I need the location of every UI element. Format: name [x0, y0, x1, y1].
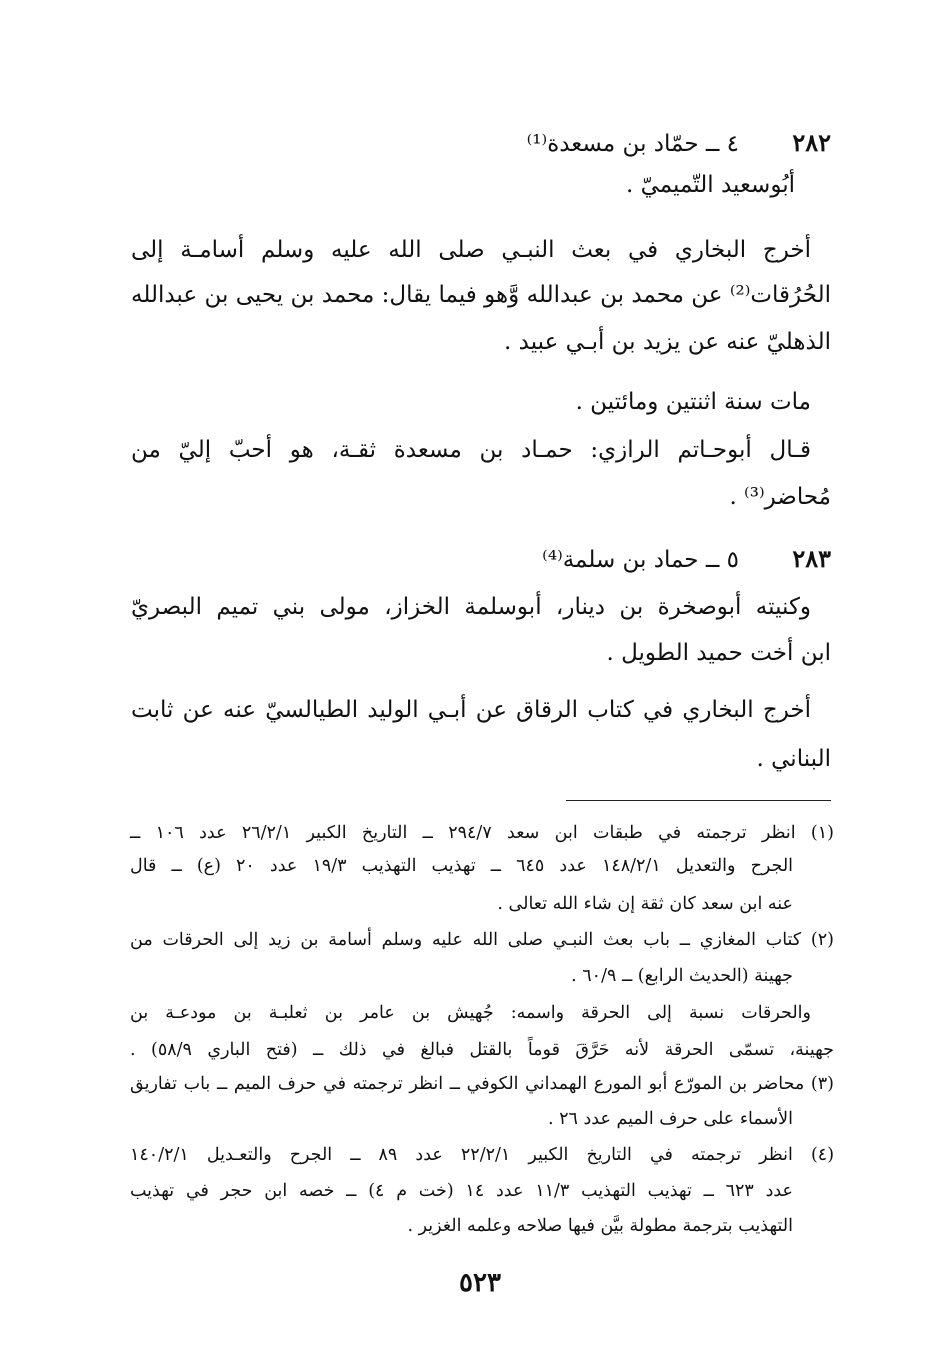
footnote-line: الأسماء على حرف الميم عدد ٢٦ . [547, 1109, 793, 1129]
entry-title: ٥ ــ حماد بن سلمة [562, 547, 739, 573]
footnote-line: جهينة (الحديث الرابع) ــ ٦٠/٩ . [571, 966, 793, 986]
footnote-line: (١) انظر ترجمته في طبقات ابن سعد ٢٩٤/٧ ــ التاريخ الكبير ٢٦/٢/١ عدد ١٠٦ ــ [130, 823, 834, 843]
entry-text-line: الذهليّ عنه عن يزيد بن أبـي عبيد . [504, 329, 831, 355]
footnote-line: (٢) كتاب المغازي ــ باب بعث النبـي صلى الله عليه وسلم أسامة بن زيد إلى الحرقات من [130, 930, 834, 950]
entry-number: ٢٨٣ [792, 544, 831, 573]
footnote-line: التهذيب بترجمة مطولة بيَّن فيها صلاحه وعلمه الغزير . [407, 1216, 793, 1236]
footnote-line: عدد ٦٢٣ ــ تهذيب التهذيب ١١/٣ عدد ١٤ (خت م ٤) ــ خصه ابن حجر في تهذيب [130, 1181, 794, 1201]
footnote-marker: ⁽⁴⁾ [542, 547, 563, 573]
entry-title: ٤ ــ حمّاد بن مسعدة [547, 131, 739, 157]
footnote-line: جهينة، تسمّى الحرقة لأنه حَرَّقَ قوماً بالقتل فبالغ في ذلك ــ (فتح الباري ٥٨/٩) . [130, 1040, 835, 1060]
entry-text-line: أخرج البخاري في كتاب الرقاق عن أبـي الوليد الطيالسيّ عنه عن ثابت [131, 697, 811, 723]
entry-number: ٢٨٢ [792, 128, 831, 157]
entry-text-line: قـال أبوحـاتم الرازي: حمـاد بن مسعدة ثقـة، هو أحبّ إليّ من [131, 437, 811, 463]
footnote-separator [566, 800, 831, 801]
footnote-line: (٤) انظر ترجمته في التاريخ الكبير ٢٢/٢/١ عدد ٨٩ ــ الجرح والتعـديل ١٤٠/٢/١ [130, 1145, 835, 1165]
footnote-line: (٣) محاضر بن المورّع أبو المورع الهمداني الكوفي ــ انظر ترجمته في حرف الميم ــ باب تفاريق [130, 1074, 834, 1094]
footnote-line: والحرقات نسبة إلى الحرقة واسمه: جُهيش بن عامر بن ثعلبـة بن مودعـة بن [130, 1003, 811, 1023]
entry-text-line: الحُرُقات⁽²⁾ عن محمد بن عبدالله وَّهو فيما يقال: محمد بن يحيى بن عبدالله [131, 282, 831, 308]
entry-heading [542, 544, 831, 575]
entry-heading [527, 128, 831, 159]
entry-text-line: مُحاضر⁽³⁾ . [729, 484, 831, 510]
entry-text-line: مات سنة اثنتين ومائتين . [575, 389, 811, 415]
entry-text-line: ابن أخت حميد الطويل . [606, 640, 831, 666]
page-number: ٥٢٣ [459, 1268, 501, 1298]
entry-text-line: أخرج البخاري في بعث النبـي صلى الله عليه وسلم أسامـة إلى [131, 237, 811, 263]
entry-text-line: وكنيته أبوصخرة بن دينار، أبوسلمة الخزاز، مولى بني تميم البصريّ [131, 594, 812, 620]
footnote-line: الجرح والتعديل ١٤٨/٢/١ عدد ٦٤٥ ــ تهذيب التهذيب ١٩/٣ عدد ٢٠ (ع) ــ قال [130, 856, 794, 876]
entry-text-line: البناني . [756, 746, 831, 772]
footnote-line: عنه ابن سعد كان ثقة إن شاء الله تعالى . [497, 894, 793, 914]
entry-text-line: أبُوسعيد التّميميّ . [625, 172, 795, 198]
footnote-marker: ⁽¹⁾ [526, 131, 548, 157]
